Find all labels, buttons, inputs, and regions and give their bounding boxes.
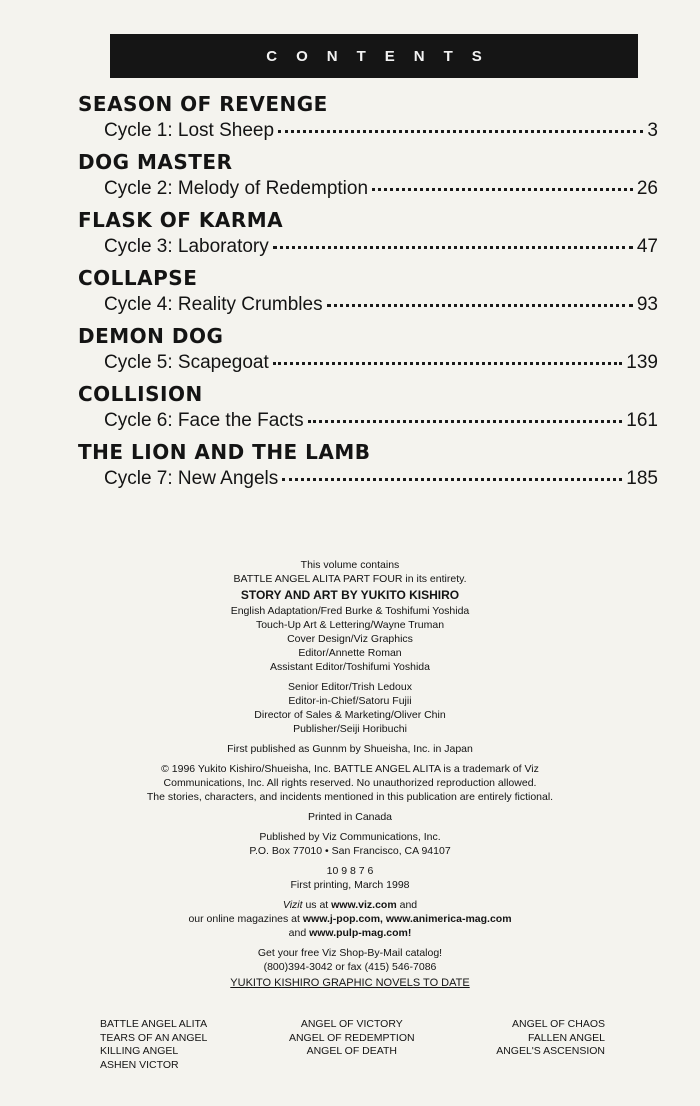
staff-credit: English Adaptation/Fred Burke & Toshifumi Yoshida (230, 605, 470, 617)
printing-date: First printing, March 1998 (290, 879, 410, 891)
page-number: 185 (626, 468, 658, 489)
staff-credit: Senior Editor/Trish Ledoux (288, 681, 412, 693)
chapter-title: THE LION AND THE LAMB (78, 440, 371, 464)
toc-entry (78, 266, 658, 324)
novel-title: KILLING ANGEL (100, 1045, 179, 1057)
web-text: and (288, 927, 310, 939)
printing-numbers: 10 9 8 7 6 (326, 865, 374, 877)
printed-in: Printed in Canada (307, 811, 393, 823)
cycle-row (104, 410, 658, 432)
cycle-row (104, 236, 658, 258)
cycle-row (104, 468, 658, 490)
volume-note: BATTLE ANGEL ALITA PART FOUR in its entirety. (233, 573, 467, 585)
novel-title: TEARS OF AN ANGEL (100, 1031, 208, 1044)
cycle-title: Cycle 7: New Angels (104, 468, 279, 489)
novel-title: ANGEL OF CHAOS (512, 1018, 605, 1030)
staff-credit: Editor/Annette Roman (298, 647, 402, 659)
chapter-title: DEMON DOG (78, 324, 224, 348)
toc-entry (78, 382, 658, 440)
cycle-row (104, 352, 658, 374)
cycle-title: Cycle 6: Face the Facts (104, 410, 304, 431)
publisher-address: P.O. Box 77010 • San Francisco, CA 94107 (249, 845, 451, 857)
web-text: and (396, 899, 418, 911)
copyright-notice: Communications, Inc. All rights reserved. No unauthorized reproduction allowed. (163, 777, 537, 789)
cycle-row (104, 120, 658, 142)
publisher-info: Published by Viz Communications, Inc. (259, 831, 441, 843)
novels-column (289, 1018, 415, 1072)
staff-credit: Cover Design/Viz Graphics (287, 633, 413, 645)
vizit-word: Vizit (282, 899, 303, 911)
novels-column (100, 1018, 207, 1072)
novel-title: ANGEL OF VICTORY (300, 1018, 403, 1030)
chapter-title: COLLAPSE (78, 266, 198, 290)
copyright-notice: © 1996 Yukito Kishiro/Shueisha, Inc. BATTLE ANGEL ALITA is a trademark of Viz (161, 763, 539, 775)
staff-credit: Touch-Up Art & Lettering/Wayne Truman (255, 619, 445, 631)
catalog-note: Get your free Viz Shop-By-Mail catalog! (257, 947, 443, 959)
web-line (80, 898, 620, 912)
toc-entry (78, 92, 658, 150)
staff-credit: Publisher/Seiji Horibuchi (293, 723, 407, 735)
page-number: 47 (636, 236, 658, 257)
chapter-title: FLASK OF KARMA (78, 208, 284, 232)
cycle-title: Cycle 4: Reality Crumbles (104, 294, 323, 315)
viz-website: www.viz.com (331, 899, 397, 911)
leader-dots (308, 416, 623, 423)
web-text: us at (302, 899, 332, 911)
cycle-row (104, 294, 658, 316)
novel-title: ANGEL'S ASCENSION (496, 1045, 605, 1057)
novel-title: BATTLE ANGEL ALITA (100, 1018, 208, 1030)
web-text: our online magazines at (188, 913, 303, 925)
leader-dots (327, 300, 633, 307)
leader-dots (372, 184, 633, 191)
cycle-title: Cycle 5: Scapegoat (104, 352, 269, 373)
chapter-title: DOG MASTER (78, 150, 233, 174)
novels-heading: YUKITO KISHIRO GRAPHIC NOVELS TO DATE (230, 977, 470, 989)
novel-title: ANGEL OF REDEMPTION (288, 1031, 415, 1044)
cycle-row (104, 178, 658, 200)
contents-heading: CONTENTS (266, 47, 501, 65)
page-number: 26 (636, 178, 658, 199)
cycle-title: Cycle 2: Melody of Redemption (104, 178, 369, 199)
page-number: 93 (636, 294, 658, 315)
first-published-note: First published as Gunnm by Shueisha, Inc. in Japan (227, 743, 473, 755)
magazine-websites: www.j-pop.com, www.animerica-mag.com (302, 913, 512, 925)
toc-entry (78, 150, 658, 208)
table-of-contents (78, 92, 658, 498)
leader-dots (278, 126, 643, 133)
cycle-title: Cycle 3: Laboratory (104, 236, 269, 257)
novel-title: FALLEN ANGEL (527, 1031, 605, 1044)
staff-credit: Assistant Editor/Toshifumi Yoshida (270, 661, 430, 673)
cycle-title: Cycle 1: Lost Sheep (104, 120, 275, 141)
toc-entry (78, 440, 658, 498)
web-line (80, 926, 620, 940)
staff-credit: Editor-in-Chief/Satoru Fujii (288, 695, 412, 707)
chapter-title: SEASON OF REVENGE (78, 92, 328, 116)
contents-banner (110, 34, 638, 78)
story-art-credit: STORY AND ART BY YUKITO KISHIRO (240, 588, 460, 602)
toc-entry (78, 208, 658, 266)
staff-credit: Director of Sales & Marketing/Oliver Chin (254, 709, 446, 721)
novels-list (100, 1018, 605, 1072)
pulp-website: www.pulp-mag.com! (309, 927, 412, 939)
credits-block (80, 558, 620, 990)
catalog-phone: (800)394-3042 or fax (415) 546-7086 (263, 961, 437, 973)
novels-column (496, 1018, 605, 1072)
chapter-title: COLLISION (78, 382, 203, 406)
leader-dots (273, 358, 623, 365)
volume-note: This volume contains (300, 559, 400, 571)
novel-title: ASHEN VICTOR (100, 1058, 179, 1071)
web-line (80, 912, 620, 926)
novel-title: ANGEL OF DEATH (306, 1045, 397, 1057)
leader-dots (273, 242, 633, 249)
toc-entry (78, 324, 658, 382)
leader-dots (282, 474, 622, 481)
page-number: 3 (647, 120, 658, 141)
page-number: 139 (626, 352, 658, 373)
page-number: 161 (626, 410, 658, 431)
copyright-notice: The stories, characters, and incidents mentioned in this publication are entirely fictional. (146, 791, 554, 803)
